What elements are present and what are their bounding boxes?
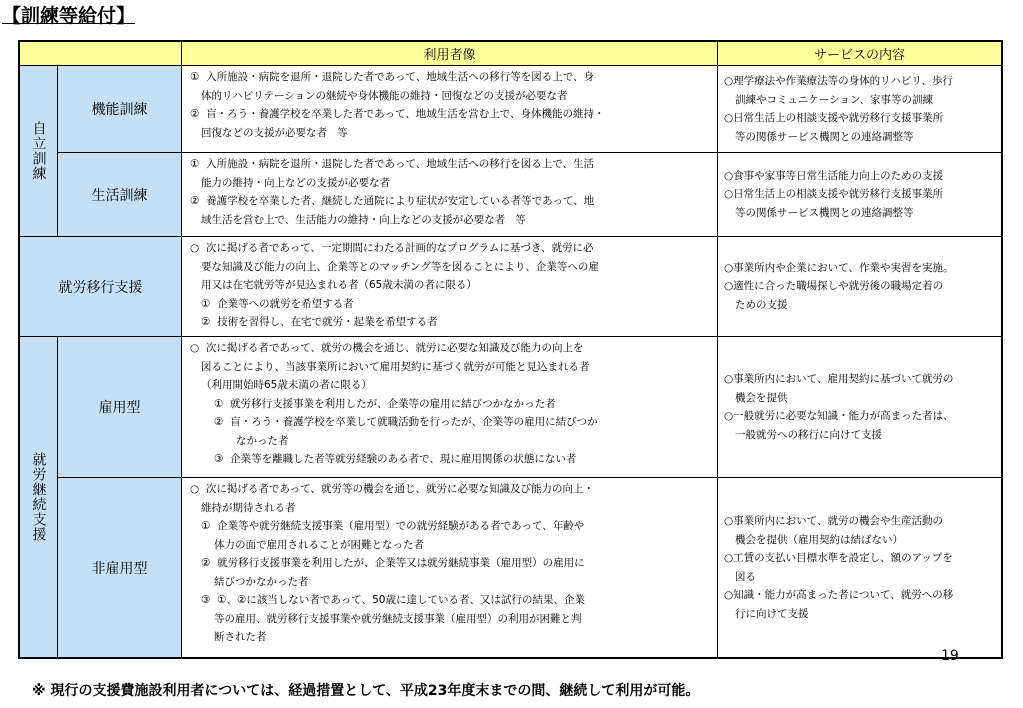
text-line: ③ ①、②に該当しない者であって、50歳に達している者、又は試行の結果、企業	[201, 594, 585, 606]
text-line: 図ることにより、当該事業所において雇用契約に基づく就労が可能と見込まれる者	[201, 360, 590, 373]
text-line: 等の関係サービス機関との連絡調整等	[735, 130, 914, 143]
text-line: ③ 企業等を離職した者等就労経験のある者で、現に雇用関係の状態にない者	[214, 453, 577, 465]
users-cell-hikoyo	[182, 478, 718, 657]
users-cell-kino	[182, 66, 718, 153]
users-cell-iko	[182, 237, 718, 337]
text-line: ① 企業等への就労を希望する者	[201, 297, 354, 310]
row-label-koyo: 雇用型	[58, 337, 182, 478]
text-line: ○ 次に掲げる者であって、就労等の機会を通じ、就労に必要な知識及び能力の向上・	[190, 483, 595, 495]
users-cell-koyo	[182, 337, 718, 478]
services-cell-kino	[718, 66, 1001, 153]
text-line: 結びつかなかった者	[214, 575, 309, 588]
text-line: 機会を提供	[735, 391, 788, 404]
text-line: ○事業所内において、雇用契約に基づいて就労の	[724, 373, 954, 385]
text-line: ① 企業等や就労継続支援事業（雇用型）での就労経験がある者であって、年齢や	[201, 520, 585, 532]
users-cell-seikatsu	[182, 153, 718, 237]
benefits-table	[18, 40, 1003, 659]
text-line: 要な知識及び能力の向上、企業等とのマッチング等を図ることにより、企業等への雇	[201, 260, 599, 273]
text-line: 体力の面で雇用されることが困難となった者	[214, 538, 424, 551]
text-line: ② 養護学校を卒業した者、継続した通院により症状が安定している者等であって、地	[190, 195, 595, 207]
group-label-shuro-keizoku: 就労継続支援	[20, 337, 58, 657]
header-services: サービスの内容	[718, 42, 1001, 66]
services-cell-hikoyo	[718, 478, 1001, 657]
header-blank-cell	[20, 42, 182, 66]
text-line: なかった者	[236, 434, 289, 447]
group-label-jiritsu: 自立訓練	[20, 66, 58, 237]
text-line: ② 就労移行支援事業を利用したが、企業等又は就労継続事業（雇用型）の雇用に	[201, 557, 585, 569]
text-line: ② 技術を習得し、在宅で就労・起業を希望する者	[201, 316, 438, 328]
page-number: 19	[941, 648, 959, 664]
text-line: ① 入所施設・病院を退所・退院した者であって、地域生活への移行等を図る上で、身	[190, 71, 595, 83]
text-line: 訓練やコミュニケーション、家事等の訓練	[735, 93, 934, 106]
text-line: 体的リハビリテーションの継続や身体機能の維持・回復などの支援が必要な者	[201, 89, 568, 102]
text-line: 機会を提供（雇用契約は結ばない）	[735, 533, 903, 546]
text-line: 等の雇用、就労移行支援事業や就労継続支援事業（雇用型）の利用が困難と判	[214, 612, 582, 625]
text-line: ための支援	[735, 298, 788, 311]
services-cell-iko	[718, 237, 1001, 337]
header-users: 利用者像	[182, 42, 718, 66]
text-line: ○ 次に掲げる者であって、就労の機会を通じ、就労に必要な知識及び能力の向上を	[190, 342, 584, 354]
text-line: （利用開始時65歳未満の者に限る）	[201, 379, 372, 391]
text-line: 断された者	[214, 631, 267, 643]
services-cell-seikatsu	[718, 153, 1001, 237]
text-line: 図る	[735, 570, 756, 583]
text-line: ○知識・能力が高まった者について、就労への移	[724, 589, 954, 601]
footnote: ※ 現行の支援費施設利用者については、経過措置として、平成23年度末までの間、継続して利用が可能。	[32, 683, 700, 699]
text-line: 回復などの支援が必要な者 等	[201, 126, 348, 139]
text-line: ① 入所施設・病院を退所・退院した者であって、地域生活への移行を図る上で、生活	[190, 158, 595, 170]
text-line: 一般就労への移行に向けて支援	[735, 428, 882, 441]
text-line: 能力の維持・向上などの支援が必要な者	[201, 176, 390, 189]
text-line: ○事業所内や企業において、作業や実習を実施。	[724, 261, 954, 274]
text-line: ② 盲・ろう・養護学校を卒業した者であって、地域生活を営む上で、身体機能の維持・	[190, 108, 605, 120]
page-title: 【訓練等給付】	[2, 5, 136, 27]
text-line: ○一般就労に必要な知識・能力が高まった者は、	[724, 410, 954, 422]
text-line: ○事業所内において、就労の機会や生産活動の	[724, 515, 943, 527]
text-line: ○理学療法や作業療法等の身体的リハビリ、歩行	[724, 75, 953, 87]
text-line: ○ 次に掲げる者であって、一定期間にわたる計画的なプログラムに基づき、就労に必	[190, 242, 594, 254]
row-label-kino: 機能訓練	[58, 66, 182, 153]
text-line: 行に向けて支援	[735, 607, 809, 620]
row-label-iko: 就労移行支援	[20, 237, 182, 337]
row-label-seikatsu: 生活訓練	[58, 153, 182, 237]
text-line: 等の関係サービス機関との連絡調整等	[735, 206, 914, 219]
text-line: ② 盲・ろう・養護学校を卒業して就職活動を行ったが、企業等の雇用に結びつか	[214, 416, 598, 428]
text-line: 維持が期待される者	[201, 501, 296, 514]
services-cell-koyo	[718, 337, 1001, 478]
text-line: ① 就労移行支援事業を利用したが、企業等の雇用に結びつかなかった者	[214, 397, 556, 410]
text-line: 域生活を営む上で、生活能力の維持・向上などの支援が必要な者 等	[201, 213, 526, 226]
row-label-hikoyo: 非雇用型	[58, 478, 182, 657]
text-line: ○適性に合った職場探しや就労後の職場定着の	[724, 280, 944, 293]
text-line: ○食事や家事等日常生活能力向上のための支援	[724, 169, 944, 182]
text-line: ○日常生活上の相談支援や就労移行支援事業所	[724, 188, 944, 201]
text-line: ○工賃の支払い目標水準を設定し、額のアップを	[724, 552, 953, 564]
text-line: ○日常生活上の相談支援や就労移行支援事業所	[724, 112, 944, 124]
text-line: 用又は在宅就労等が見込まれる者（65歳未満の者に限る）	[201, 279, 477, 291]
